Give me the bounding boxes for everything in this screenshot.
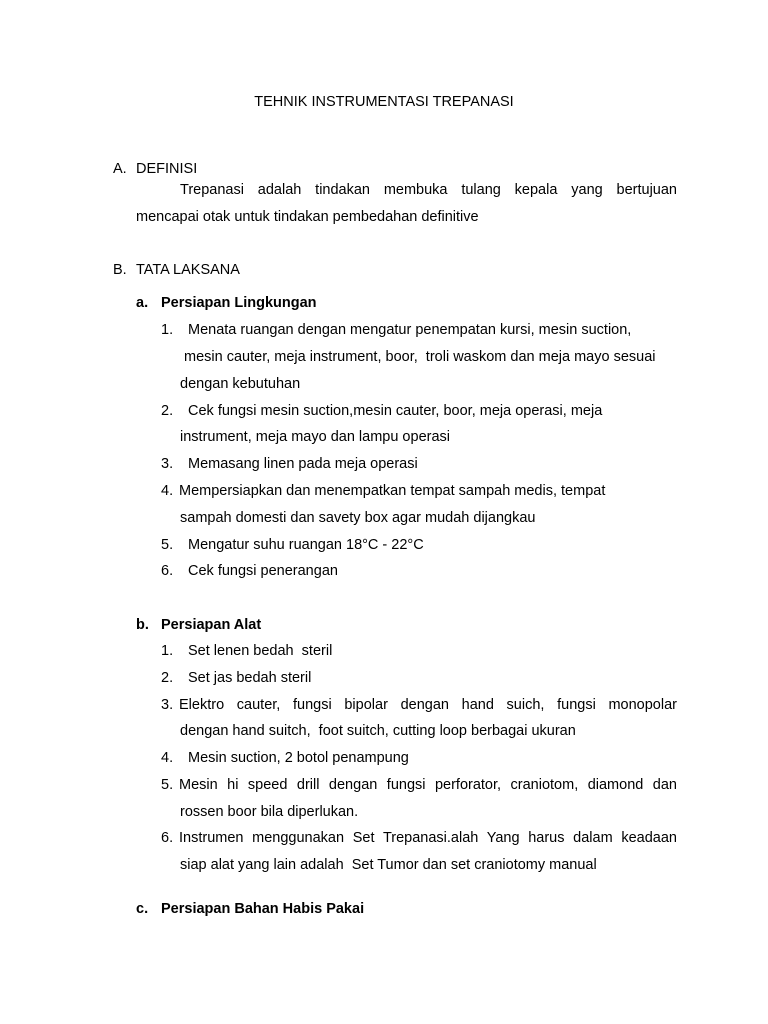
- subsection-c-marker: c.: [136, 901, 149, 917]
- list-item-line: Cek fungsi penerangan: [188, 563, 338, 579]
- list-item-line: Memasang linen pada meja operasi: [188, 456, 418, 472]
- list-item-line: Instrumen menggunakan Set Trepanasi.alah Yang harus dalam keadaan: [179, 830, 677, 846]
- list-item-line: mesin cauter, meja instrument, boor, troli waskom dan meja mayo sesuai: [180, 349, 656, 365]
- list-item-line: Elektro cauter, fungsi bipolar dengan hand suich, fungsi monopolar: [179, 697, 677, 713]
- list-item-line: Mempersiapkan dan menempatkan tempat sampah medis, tempat: [179, 483, 606, 499]
- list-item-line: Set jas bedah steril: [188, 670, 312, 686]
- section-a-paragraph-line-1: Trepanasi adalah tindakan membuka tulang kepala yang bertujuan: [180, 182, 677, 198]
- list-item-number: 4.: [161, 483, 174, 499]
- list-item-line: Mesin suction, 2 botol penampung: [188, 750, 409, 766]
- section-a-heading: DEFINISI: [136, 161, 198, 177]
- subsection-b-marker: b.: [136, 617, 149, 633]
- list-item-line: dengan hand suitch, foot suitch, cutting loop berbagai ukuran: [180, 723, 576, 739]
- document-title: TEHNIK INSTRUMENTASI TREPANASI: [254, 94, 514, 110]
- list-item-line: dengan kebutuhan: [180, 376, 301, 392]
- list-item-line: rossen boor bila diperlukan.: [180, 804, 359, 820]
- subsection-a-heading: Persiapan Lingkungan: [161, 295, 317, 311]
- list-item-number: 3.: [161, 456, 174, 472]
- section-a-paragraph-line-2: mencapai otak untuk tindakan pembedahan definitive: [136, 209, 479, 225]
- list-item-line: Mesin hi speed drill dengan fungsi perforator, craniotom, diamond dan: [179, 777, 677, 793]
- list-item-line: Mengatur suhu ruangan 18°C - 22°C: [188, 537, 424, 553]
- list-item-line: instrument, meja mayo dan lampu operasi: [180, 429, 450, 445]
- section-b-marker: B.: [113, 262, 127, 278]
- list-item-number: 6.: [161, 830, 174, 846]
- section-b-heading: TATA LAKSANA: [136, 262, 240, 278]
- list-item-number: 1.: [161, 322, 174, 338]
- list-item-number: 5.: [161, 537, 174, 553]
- list-item-line: Cek fungsi mesin suction,mesin cauter, boor, meja operasi, meja: [188, 403, 603, 419]
- list-item-number: 6.: [161, 563, 174, 579]
- list-item-line: siap alat yang lain adalah Set Tumor dan set craniotomy manual: [180, 857, 597, 873]
- subsection-c-heading: Persiapan Bahan Habis Pakai: [161, 901, 365, 917]
- list-item-number: 2.: [161, 670, 174, 686]
- subsection-b-heading: Persiapan Alat: [161, 617, 262, 633]
- subsection-a-marker: a.: [136, 295, 149, 311]
- list-item-line: sampah domesti dan savety box agar mudah dijangkau: [180, 510, 536, 526]
- list-item-number: 1.: [161, 643, 174, 659]
- section-a-marker: A.: [113, 161, 127, 177]
- list-item-number: 2.: [161, 403, 174, 419]
- list-item-number: 3.: [161, 697, 174, 713]
- list-item-number: 4.: [161, 750, 174, 766]
- list-item-line: Menata ruangan dengan mengatur penempatan kursi, mesin suction,: [188, 322, 632, 338]
- list-item-number: 5.: [161, 777, 174, 793]
- list-item-line: Set lenen bedah steril: [188, 643, 333, 659]
